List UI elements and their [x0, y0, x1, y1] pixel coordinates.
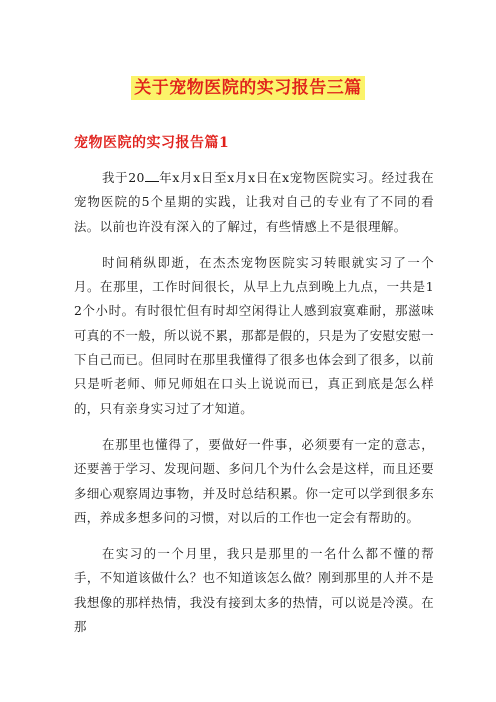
document-title: 关于宠物医院的实习报告三篇 — [131, 76, 365, 100]
underline-blank — [145, 181, 159, 182]
paragraph-1 — [74, 166, 434, 239]
paragraph-4: 在实习的一个月里，我只是那里的一名什么都不懂的帮手，不知道该做什么？也不知道该怎么做？刚到那里的人并不是我想像的那样热情，我没有接到太多的热情，可以说是冷漠。在那 — [74, 546, 434, 635]
document-body — [74, 166, 434, 651]
paragraph-3: 在那里也懂得了，要做好一件事，必须要有一定的意志，还要善于学习、发现问题、多问几个为什么会是这样，而且还要多细心观察周边事物，并及时总结积累。你一定可以学到很多东西，养成多想多问的习惯，对以后的工作也一定会有帮助的。 — [74, 436, 434, 525]
paragraph-2: 时间稍纵即逝，在杰杰宠物医院实习转眼就实习了一个月。在那里，工作时间很长，从早上九点到晚上九点，一共是12个小时。有时很忙但有时却空闲得让人感到寂寞难耐，那滋味可真的不一般，所以说不累，那都是假的，只是为了安慰安慰一下自己而已。但同时在那里我懂得了很多也体会到了很多，以前只是听老师、师兄师姐在口头上说说而已，真正到底是怎么样的，只有亲身实习过了才知道。 — [74, 254, 434, 416]
title-wrapper — [0, 76, 496, 100]
paragraph-1-start: 我于20 — [102, 170, 145, 185]
paragraph-1-rest: 年x月x日至x月x日在x宠物医院实习。经过我在宠物医院的5个星期的实践，让我对自己的专业有了不同的看法。以前也许没有深入的了解过，有些情感上不是很理解。 — [74, 170, 434, 234]
section-heading: 宠物医院的实习报告篇1 — [74, 135, 230, 151]
